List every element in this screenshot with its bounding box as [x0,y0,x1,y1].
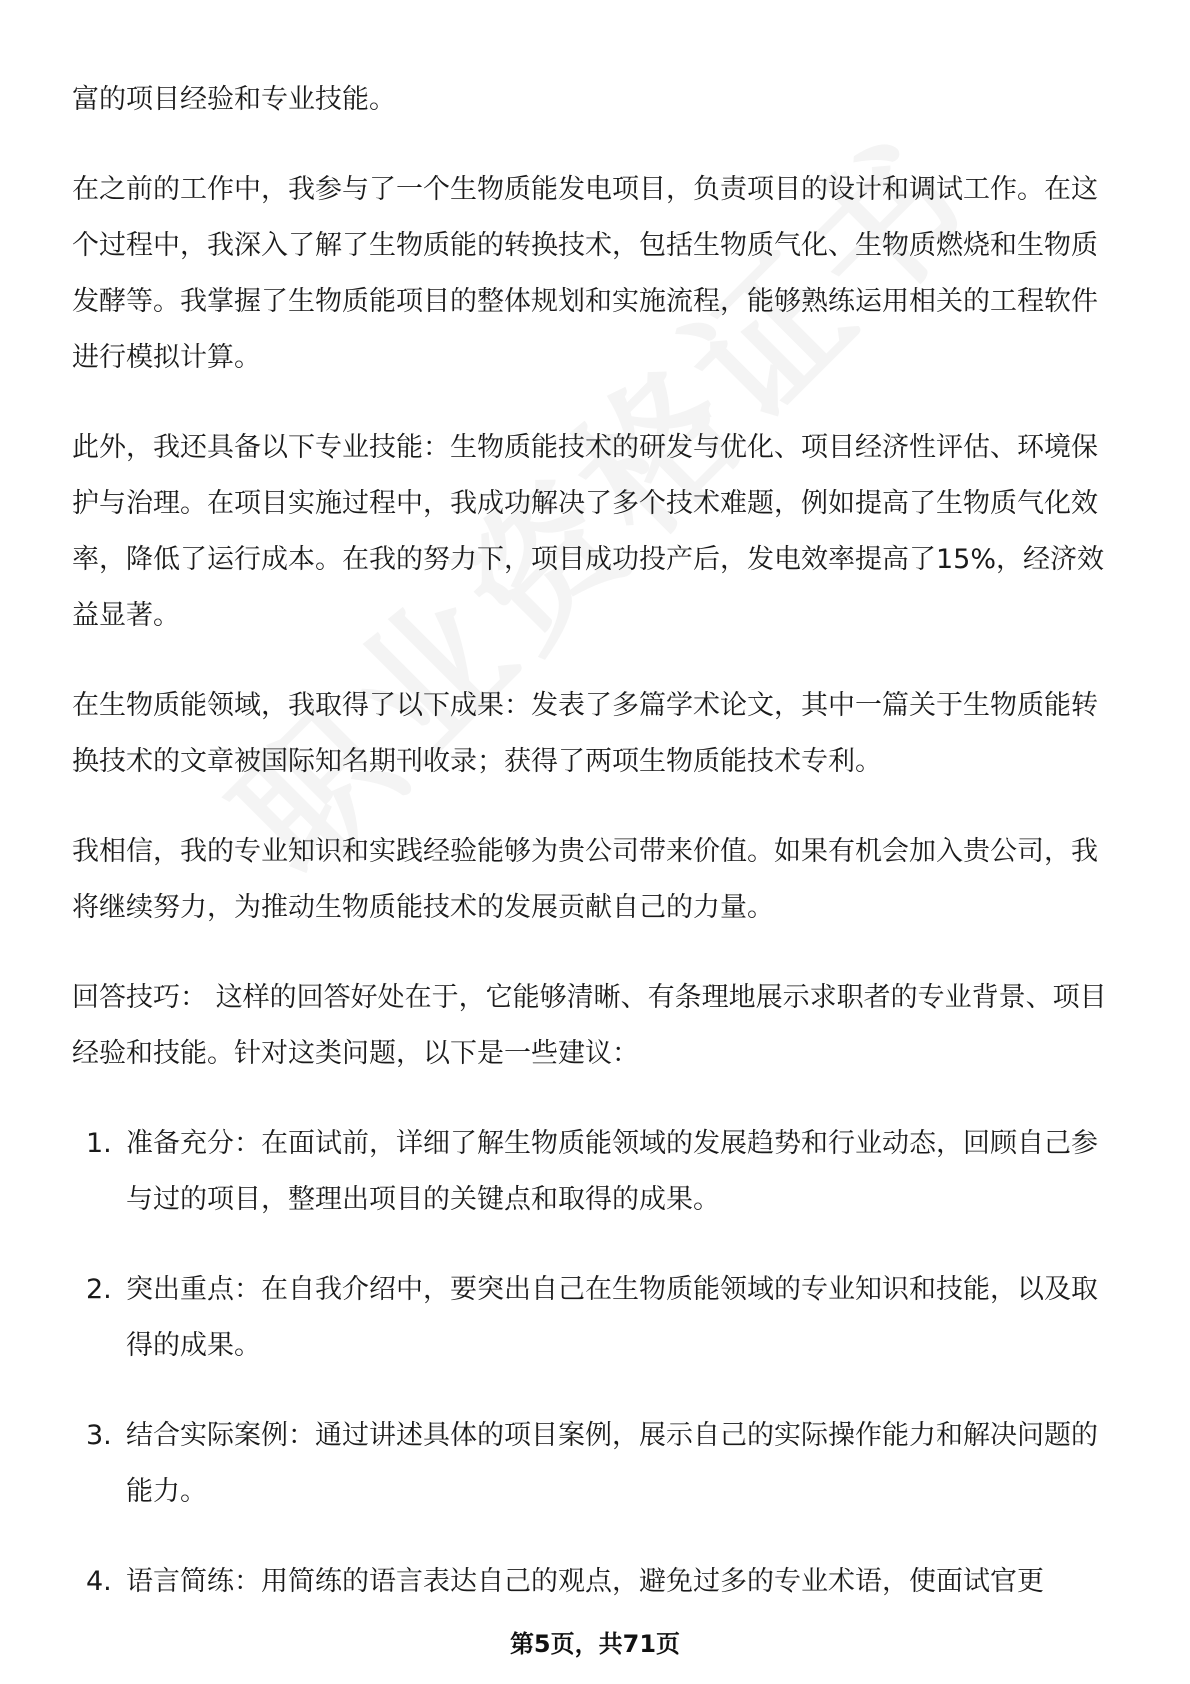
list-item-number: 1. [86,1128,112,1159]
list-item [72,1408,1118,1520]
page-content [72,72,1118,1644]
paragraph: 在生物质能领域，我取得了以下成果：发表了多篇学术论文，其中一篇关于生物质能转换技术的文章被国际知名期刊收录；获得了两项生物质能技术专利。 [72,690,1098,777]
paragraph: 此外，我还具备以下专业技能：生物质能技术的研发与优化、项目经济性评估、环境保护与治理。在项目实施过程中，我成功解决了多个技术难题，例如提高了生物质气化效率，降低了运行成本。在我的努力下，项目成功投产后，发电效率提高了15%，经济效益显著。 [72,432,1105,631]
paragraph: 在之前的工作中，我参与了一个生物质能发电项目，负责项目的设计和调试工作。在这个过程中，我深入了解了生物质能的转换技术，包括生物质气化、生物质燃烧和生物质发酵等。我掌握了生物质能项目的整体规划和实施流程，能够熟练运用相关的工程软件进行模拟计算。 [72,174,1098,373]
list-item-number: 2. [86,1274,112,1305]
tips-list [72,1116,1118,1610]
paragraph: 富的项目经验和专业技能。 [72,84,396,115]
list-item-number: 4. [86,1566,112,1597]
page-number-footer: 第5页，共71页 [509,1630,681,1658]
list-item-text: 结合实际案例：通过讲述具体的项目案例，展示自己的实际操作能力和解决问题的能力。 [126,1420,1098,1507]
list-item [72,1116,1118,1228]
list-item [72,1262,1118,1374]
list-item-text: 突出重点：在自我介绍中，要突出自己在生物质能领域的专业知识和技能，以及取得的成果。 [126,1274,1098,1361]
list-item-text: 准备充分：在面试前，详细了解生物质能领域的发展趋势和行业动态，回顾自己参与过的项目，整理出项目的关键点和取得的成果。 [126,1128,1098,1215]
list-item [72,1554,1118,1610]
paragraph: 我相信，我的专业知识和实践经验能够为贵公司带来价值。如果有机会加入贵公司，我将继续努力，为推动生物质能技术的发展贡献自己的力量。 [72,836,1098,923]
list-item-text: 语言简练：用简练的语言表达自己的观点，避免过多的专业术语，使面试官更 [126,1566,1044,1597]
list-item-number: 3. [86,1420,112,1451]
paragraph-answer-tips: 回答技巧： 这样的回答好处在于，它能够清晰、有条理地展示求职者的专业背景、项目经验和技能。针对这类问题，以下是一些建议： [72,982,1107,1069]
